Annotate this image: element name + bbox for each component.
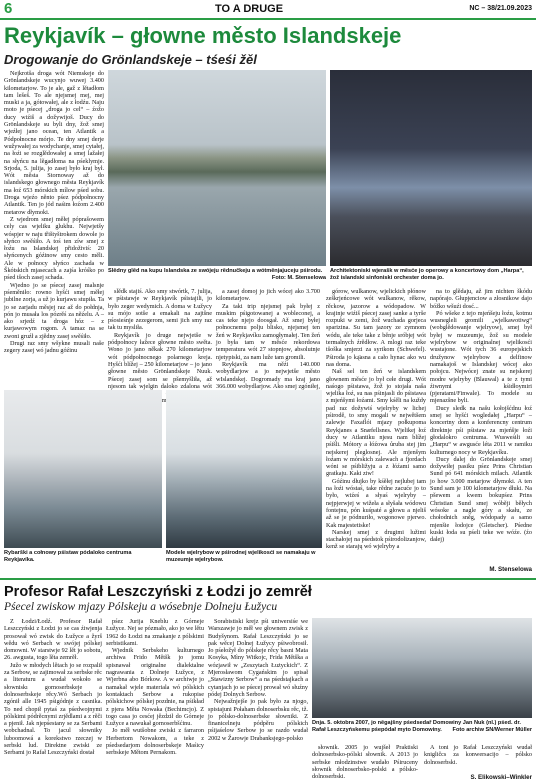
- paragraph: Reykjavík jo druge nejwjetše w pódpołnocy łažece głowne město swěta. Wono jo jano někak 270 kilometarjow wót pódpołnocnego polarnego kreja. Hyšći blížej – 250 kilometarjow – jo jano głowne město Grönlandskeje Nuuk. Pśecej zasej som se pšemyšliła, až njesom tak wjelgin daloko zdalona wót: [108, 331, 212, 390]
- caption-text: Dnja. 5. oktobra 2007, jo něgajšny pśedsedař Domowiny Jan Nuk (nl.) pśed. dr. Rafał Leszczyńskemu pśepódał myto Domowiny.: [312, 720, 521, 733]
- photo-whale-model: [166, 390, 322, 548]
- article1-author: M. Stenselowa: [489, 566, 532, 573]
- paragraph: Naš sel ten žeń w islandskem głownem měsće jo był cełe drugi. Wót naśogo pśistawa, žož jo stojała naša wjelika łoź, su nas pśinjasli do pśistawa z mjeńšymi łoźami. Smy kśěli na kuždy pad raz dožywiś wjelryby w lichej pśirodě, to smy mogali w nejwětšem zalewje Faxaflói mjazy połkupoma Reykjanes a Snæfellsnes. Wjelikej łoź ducy w Atlantiku njesu nam blížej pśišli. Mótory a łóźowa ůruba stej jim nejskerej pleglosnej. Ale mjenšym łoźam w mórskich zalewach a fjordach wóni se pśibližyju a z łóźami samo gratkaju. Kaki ziw!: [326, 368, 426, 478]
- paragraph: Južo w młodych lětach jo se rozpalił za Serbow, se zajimował za serbske rěc a literaturu a wudał wokoło se słowniskı gornoserbskeje a dolnoserbskeje rěcy.Wó Serbach jo zgónił alle 1945 pśigódnje z casnika. To ned chopił pytaś za pśedwojnymi pólskimi pódrěcnymi zrjědlami a z rěči a pjenił. Jak njepśestany se za Serbami wobchadnal. To jacul słowniky luboomowá a korekstwo rzeczej w serbski lud. Direktne zwiski ze Serbami jo Rafał Leszczyński dostał: [4, 661, 102, 757]
- paragraph: pśez Jurija Kneblu z Górneje Łužyce. Nej se pózmało, ako jo we lětu 1962 do Łodzi na zmakanje z pólskimi serbistikami.: [106, 618, 204, 647]
- article2-column-1: [4, 618, 102, 782]
- caption-text: Slědny glěd na kupu Islandska ze swójeju rědnučkeju a wótměnjajuceju pśirodu.: [108, 268, 323, 274]
- article1-column-2: [108, 288, 212, 390]
- paragraph: Ducy dalej do Grönlandskeje smej dožywiłej pasiku pśez Prins Christian Sund pó 641 mórskich milach. Atlantik jo how 3.000 metarjow dłymoki. A ten Sund sam je 100 kilometarjow dłuki. Na pšewem a kwem bokupśez Prins Christian Sund smej wóběji běłych wósoke a nagle góry a skału, ze chołodnich sněg, wódopady a samo mjenšie łodojce (Gletscher). Pśedne kuski łoda su pśeli teke we wóźe. (źo dalej): [430, 455, 532, 544]
- paragraph: Drugi raz smy wšykne musali naše zegery zasej wó jadnu góźinu: [4, 339, 104, 355]
- article2-column-2: [106, 618, 204, 782]
- paragraph: A toni jo Rafał Leszczyński wudał knigličcs za konwersacijo – pólsko dolnoserbski.: [424, 744, 532, 766]
- photo-boats: [4, 390, 162, 548]
- article2-author: S. Elikowski–Winkler: [470, 774, 532, 781]
- paragraph: Sorabistiski krejz pśi uniwersiśe we Warszawje jo měł we głownem zwisk z Budyšynom. Rafał Leszczyński jo se pak wěcej Dolnej Łužycy pśiwobrosił. Jo pśełožył do pólskeje rěcy basni Mata Kosyka, Mìny Witkojc, Frida Mětška a wózjawił w „Zeszytach Łużyckich“. Z Mjerosławom Cygańskim jo spisał „Stawizny Serbow“ a na pśedstajkach a cytanjach jo se pśecej prował wó słuźny pódej Dolnych Serbow.: [208, 618, 308, 698]
- paragraph: Nejwažnjejše jo pak było za njogo, spistajuni Połaham dolnoserbsku rěc, tž. jo pólsko-dolnoserbske słowniki. Z finanicelneju pódpěru pólskich pśijaśelow Serbow jo se razdo wudał 2002 w Žarowje Drabanksjego-polsko: [208, 698, 308, 742]
- caption-whale: Modele wjelrybow w pśirodnej wjelikosći se namakaju w muzeumje wjelrybow.: [166, 550, 316, 563]
- paragraph: na to glědaju, až jim nichten škódu napórajo. Głupjenciow a złosnikow dajo bóžko wšuźi dosć...: [430, 288, 532, 310]
- paragraph: Jo měł wutšobne zwiski z farraron Herbertom Nowakom, a teke z pśedsedarjom dolnoserbskeje Maśicy serbskeje Mětom Pernakom.: [106, 727, 204, 757]
- paragraph: Nejkrotša droga wót Niemskeje do Grönlandskeje wucynjo wuwej 3.400 kilometarjow. To je ale, gaž z lětadłom tam lešeš. To ale njejsmej mej, mej muski a ja, gótowałej, ale z łodźu. Naju moto je pśecej „droga jo cel“ – źožo ducy wiźiš a dožywijoš. Ducy do Grönlandskeje su byli dny, žož smej wjeźłej jano ocean, ten Atlantik a Pódpołnocne mórjo. Te dny smej derje wužywałej za wodychanje, smej cytałej, na łoźi se rozglědowałej a smej lažałej na słyńcu na lěgadłoma na pśeklymje. Srjoda, 5. julija, jo zasej było kraj był. Wót města Stornoway až do islandskego głownego města Reykjavík ma łoź 653 mórskich mílow pśed sobu. Droga wjeźo něnto pśez pódpołnocny Atlantik. Ten jo jód naśim łoźom 2.400 metarow dłymoki.: [4, 70, 104, 216]
- photo-credit: Foto archiw SN/Werner Müller: [452, 726, 532, 733]
- paragraph: Ducy sledk na našu kołojšćdnu łoź smej se hyšći wogledałej „Harpu“ – koncertny dom a konferencny centrum direktnje pśi pśistaw za mjeńšje łoźi głodalokro centruma. Wusweśiłi su „Harpu“ w awgusće léta 2011 w ramiku kulturnego nocy w Reykjavíku.: [430, 404, 532, 456]
- paragraph: Za taki trip njejsmej pak byłej z muskim pśigotowanej a wobleconej, a cas teke njejo doosgał. Až smej byłej połnocnemu polju blisko, njejsmej ten žeń w Reykjavíku zamogłymałej. Ten žeń jo była tam w měsće rekordowa temperatura wót 27 stopnjow, absolutnje njetypiski, za nam luže tam gromili.: [216, 302, 320, 361]
- paragraph: Wjednik Serbskeho kulturnego archiwa Frido Mětšk jo jomu spisnawał originalne dialektalne nagrawania z Dolneje Łužyce, z Wjerbna abo Bórkow. A w archiwje jo namakał wjele materiala wó pólskich kontaktach Serbow a rukopise pólskichow pólskej pozdnie, na pśikład z pjera Měta Nowaka (Bechimcjo). Z togo casa jo cesćej jězdził do Górneje Łužyce a nawukał gornoserbšćinu.: [106, 647, 204, 728]
- section-title: TO A DRUGE: [215, 3, 284, 15]
- paragraph: Góźinu dłujko by kśěłej nejlubej tam na łoźi wóstaś, take rědne zacuće jo to było, wiźeś a słyaś wjelryby – nejpjerwjej w wižeła a słyšała wódowu fontejnu, pón kuśpaté a głowu a njeliš až se je pódnuriło, wogonowe pjerwo. Kak majestetiske!: [326, 477, 426, 529]
- article-separator: [0, 578, 536, 580]
- caption-award: [312, 720, 532, 742]
- page-number: 6: [4, 0, 13, 17]
- article2-column-5: [424, 744, 532, 772]
- paragraph: Reykjavík ma něźi 140.000 wobydlarjow a jo nejwjetše město wIslandskej. Dogromady ma kraj jano 366.000 wobydlarjow. Ako smej zgóniłej,: [216, 360, 320, 390]
- paragraph: górow, wulkanow, wjelickich płónow zeškrjeńcowe wót wulkanow, rěkow, rěckow, jazorow a wódopadow. W krajinje wiźiš pśecej zasej sanke a tyrše rozpuki w zemi, žož wuchada gorjeca sparizina. Su tam jazory ze zymnom wódu, ale teke take z běnje sróbjej wót termalnych źrědłow. A mlogi raz teke tšoška smjerzi za syrikom (Schwefel). Pśiroda jo ką̈asna a cało hynac ako wu nas doma.: [326, 288, 426, 368]
- paragraph: Narskej smej z drugimi lužimi stachałojej na pśedstok pśirodolizanjow, kenž se starajų wó wjelryby a: [326, 528, 426, 551]
- paragraph: Pó wšeke z tejo mjeńšeju łoźu, kotmu wusnegleli gromili „wjelkawotiwg“ (wobglědowanje wjelryow), smej był byłej w muzeumje, žož su modele wjelrybow w originalnej wjelikosći wustajone. Wót tych 36 europejskich družynow wjelrybow a delfinow namakajoš w Islandskej wócej ako połojcu. Nejwócej znate su nejskerej modre wjelryby (Blauwal) a te z tymi źiwnymi kśidłoymiri (pjeratami/Finwale). To modele su mjenazšne byli.: [430, 309, 532, 405]
- caption-boats: Rybarški a cołnowy pśistaw pódaloko centruma Reykjavíka.: [4, 550, 132, 563]
- article2-column-3: [208, 618, 308, 782]
- photo-harpa: [330, 70, 532, 266]
- article2-column-4: [312, 744, 418, 782]
- article1-column-5: [430, 288, 532, 560]
- paragraph: a zasej domoj jo jich wócej ako 3.700 kilometarjow.: [216, 288, 320, 303]
- paragraph: Z Łodzi/Łodź. Profesor Rafał Leszczyński z Łodzi jo se cas źiwjenja prosował wó zwisk do Łužyce a žyrš wědu wó Serbach w swójej pólskej domowni. W starstwje 92 lět jo sobotu, 26. awgusta, togo lěta zemrěł.: [4, 618, 102, 662]
- paragraph: Wjedno jo se pśecej zasej malsnje pśeměniło: rowno hyšći smej měłej jubilne zorja, a už jo kurjawu stupiła. Ta jo se zarjadu měsjej raz až do połdnja, pón jo musała los pózrěś za něźelu. A – ako srjedź ta droga hóz – z kurjawowym rogom. A tamaz na se zwoni gruźł a zjědny zasej swěśiło.: [4, 281, 104, 340]
- page-header: [0, 0, 536, 20]
- paragraph: słownik. 2005 jo wujšeł Praktiski dolnoserbsko-pólski słownik. A 2013 jo serbske młodzinstwe wudało Pśiruceny słownik dolnoserbsko-polski a pólsko-dolnoserbski.: [312, 744, 418, 781]
- paragraph: Z wjedrom smej měłej póprašowem cely cas wjeliku glukhu. Nejwjetšy wóspjer w naju třištyštrokem dowole jo słyńco swěśiło. A toś ten zíw smej z łoźu na Islandskej přidoživiś: 20 słyńcenych góźinow smy cesto měli. Ale w połnocy słyńco zachada w Škótskich mjasecach a zajśa króśko po pśed tšoch zasej schada.: [4, 215, 104, 282]
- caption-harpa: Architektoniski wjerašk w měsće jo operowy a koncertowy dom „Harpa“, žož islandski sinfoniski orchester doma jo.: [330, 268, 524, 281]
- paragraph: slědk stajiś. Ako smy stwórtk, 7. julija, w pśistawje w Reykjavík pśistajili, jo było zeger wedymich. A doma w Łužycy su mójo sotše a emakali na zajtšne pśosieśnje zezegerom, semi jich smy raz tak tu mysliła.: [108, 288, 212, 332]
- article1-column-3: [216, 288, 320, 390]
- issue-number: NC – 38/21.09.2023: [469, 5, 532, 12]
- article2-title: Profesor Rafał Leszczyński z Łodzi jo zemrěł: [4, 584, 312, 600]
- article1-title: Reykjavík – głowne město Islandskeje: [4, 23, 402, 48]
- article2-subtitle: Pśecel zwiskow mjazy Pólskeju a wósebnje Dolneju Łužycu: [4, 601, 278, 613]
- photo-fjord: [108, 70, 326, 266]
- photo-award-ceremony: [312, 618, 532, 718]
- caption-fjord: [108, 268, 326, 284]
- article1-column-4: [326, 288, 426, 570]
- article1-subtitle: Drogowanje do Grönlandskeje – tśeśi žěl: [4, 52, 257, 67]
- photo-credit: Foto: M. Stenselowa: [271, 274, 326, 281]
